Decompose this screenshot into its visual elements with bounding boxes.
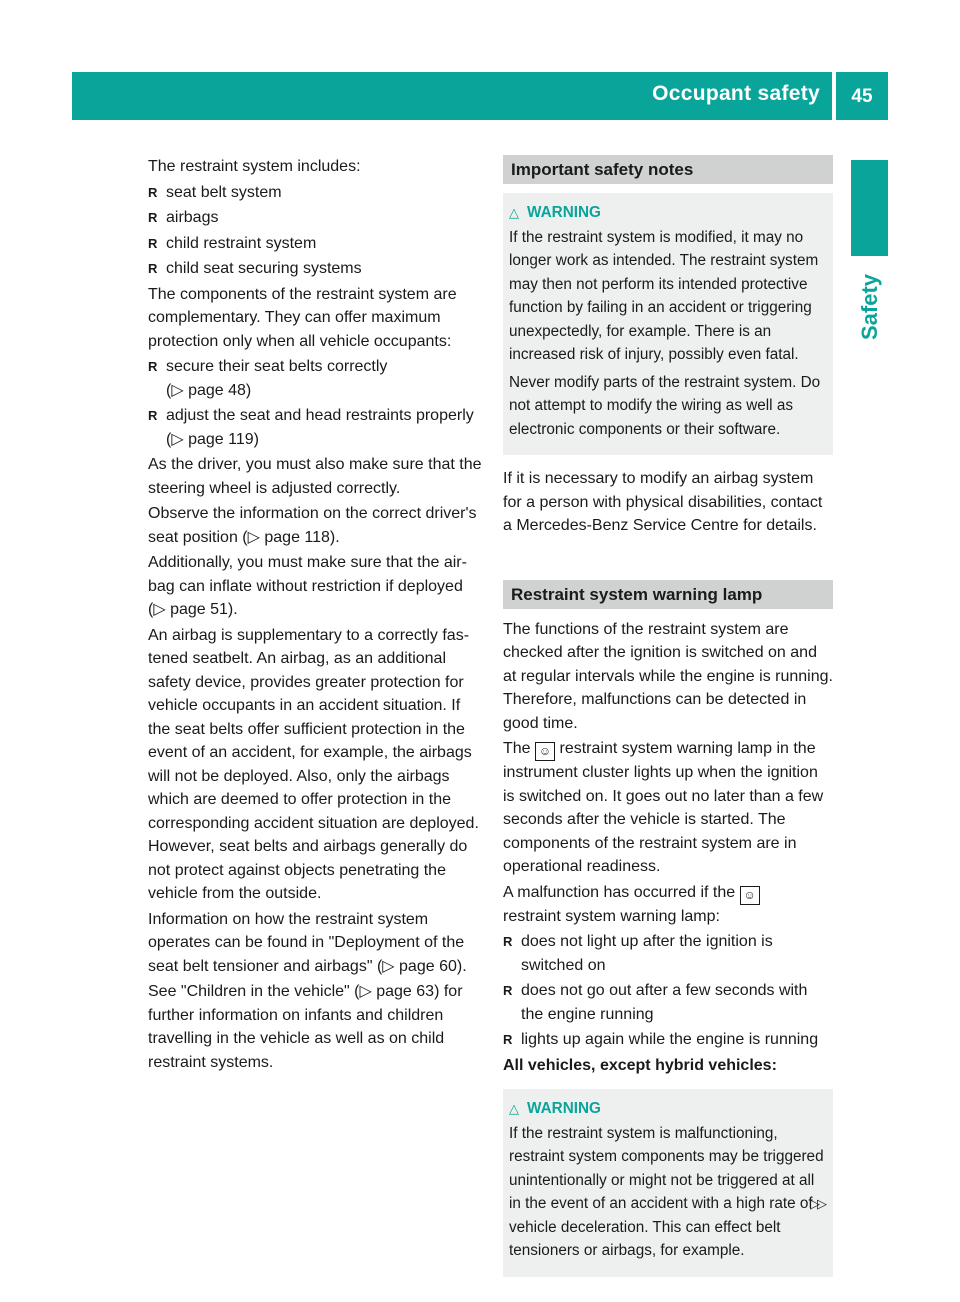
airbag-modify-text: If it is necessary to modify an airbag system for a person with physical disabilities, contact a Mercedes-Benz Service Centre for details. <box>503 470 823 534</box>
malfunction-b: restraint system warning lamp: <box>503 907 720 925</box>
malfunction-text <box>503 881 833 929</box>
page-ref-link[interactable]: (▷ page 60). <box>376 957 467 975</box>
warning-triangle-icon: △ <box>509 205 519 220</box>
warning-text: Never modify parts of the restraint system. Do not attempt to modify the wiring as well as electronic components or their software. <box>509 373 821 438</box>
warning-header <box>509 201 827 225</box>
list-item: R seat belt system <box>148 181 483 205</box>
components-text: The components of the restraint system are complementary. They can offer maximum protection only when all vehicle occupants: <box>148 285 457 350</box>
restraint-lamp-icon: ☺ <box>535 742 555 761</box>
list-item: R airbags <box>148 206 483 230</box>
warning-text: If the restraint system is modified, it may no longer work as intended. The restraint system may then not perform its intended protective function by failing in an accident or triggering unexpectedly, for example. There is an increased risk of injury, possibly even fatal. <box>509 228 819 363</box>
see-children-text <box>148 980 483 1074</box>
seat-position-body: Observe the information on the correct driver's seat position <box>148 505 477 546</box>
malfunction-list <box>503 930 833 1052</box>
right-column <box>503 155 833 1289</box>
page-ref-link[interactable]: (▷ page 63) <box>354 983 440 1000</box>
seat-position-text <box>148 502 483 549</box>
lamp-text-a: The <box>503 740 531 757</box>
see-children-b: for further information on infants and children travelling in the vehicle as well as on child restraint systems. <box>148 983 463 1071</box>
additionally-text <box>148 551 483 622</box>
section-heading: Restraint system warning lamp <box>503 580 833 609</box>
malfunction-a: A malfunction has occurred if the <box>503 883 736 901</box>
includes-list <box>148 181 483 281</box>
side-tab-text: Safety <box>856 273 882 341</box>
list-item: R child seat securing systems <box>148 257 483 281</box>
all-vehicles-heading: All vehicles, except hybrid vehicles: <box>503 1056 777 1074</box>
lamp-text-b: restraint system warning lamp in the instrument cluster lights up when the ignition is switched on. It goes out no later than a few seconds after the vehicle is started. The components of the restraint system are in operational readiness. <box>503 740 824 875</box>
restraint-lamp-icon: ☺ <box>740 886 760 905</box>
list-item <box>148 355 483 402</box>
list-item: R child restraint system <box>148 232 483 256</box>
driver-text: As the driver, you must also make sure that the steering wheel is adjusted correctly. <box>148 456 482 497</box>
list-item <box>148 404 483 451</box>
additionally-body: Additionally, you must make sure that the airbag can inflate without restriction if deployed <box>148 554 467 595</box>
warning-label: WARNING <box>527 1100 601 1117</box>
page-ref-link[interactable]: (▷ page 118). <box>242 528 340 546</box>
see-children-a: See "Children in the vehicle" <box>148 983 350 1000</box>
list-item-text: adjust the seat and head restraints properly <box>166 407 474 424</box>
supplementary-text: An airbag is supplementary to a correctly fastened seatbelt. An airbag, as an additional safety device, provides greater protection for vehicle occupants in an accident situation. If the seat belts offer sufficient protection in the event of an accident, for example, the airbags will not be deployed. Also, only the airbags which are deemed to offer protection in the corresponding accident situation are deployed. However, seat belts and airbags generally do not protect against objects penetrating the vehicle from the outside. <box>148 626 479 902</box>
list-item: R lights up again while the engine is running <box>503 1028 833 1052</box>
warning-triangle-icon: △ <box>509 1101 519 1116</box>
list-item: R does not go out after a few seconds with the engine running <box>503 979 833 1026</box>
side-tab-label <box>851 262 888 352</box>
page-ref-link[interactable]: (▷ page 119) <box>166 430 259 448</box>
occupant-list <box>148 355 483 451</box>
warning-text: If the restraint system is malfunctioning, restraint system components may be triggered unintentionally or might not be triggered at all in the event of an accident with a high rate of vehicle deceleration. This can effect belt tensioners or airbags, for example. <box>509 1124 824 1259</box>
section-title: Occupant safety <box>652 82 820 105</box>
header-bar <box>72 72 832 120</box>
lamp-text <box>503 737 833 879</box>
list-item: R does not light up after the ignition is switched on <box>503 930 833 977</box>
page-ref-link[interactable]: (▷ page 51). <box>148 601 238 618</box>
info-body: Information on how the restraint system operates can be found in "Deployment of the seat belt tensioner and airbags" <box>148 910 465 975</box>
info-text <box>148 908 483 979</box>
section-heading: Important safety notes <box>503 155 833 184</box>
warning-label: WARNING <box>527 204 601 221</box>
left-column <box>148 155 483 1076</box>
intro-text: The restraint system includes: <box>148 158 361 175</box>
warning-box <box>503 193 833 455</box>
warning-header <box>509 1097 827 1121</box>
side-tab-block <box>851 160 888 256</box>
list-item-text: secure their seat belts correctly <box>166 358 388 375</box>
warning-box <box>503 1089 833 1277</box>
functions-text: The functions of the restraint system are checked after the ignition is switched on and at regular intervals while the engine is running. Therefore, malfunctions can be detected in good time. <box>503 620 833 732</box>
page-number: 45 <box>836 72 888 120</box>
continue-arrow-icon: ▷▷ <box>810 1196 824 1211</box>
page-ref-link[interactable]: (▷ page 48) <box>166 381 252 399</box>
